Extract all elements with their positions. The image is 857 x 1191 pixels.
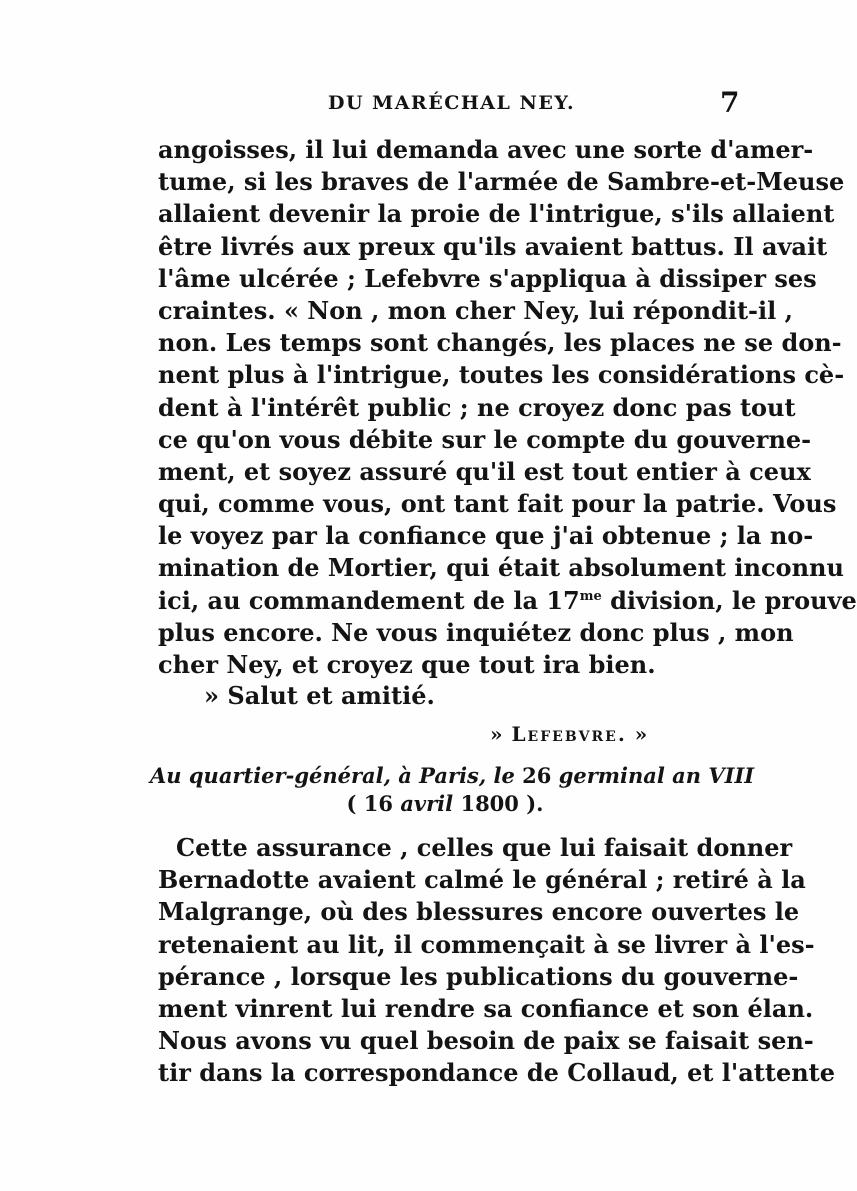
text-line: dent à l'intérêt public ; ne croyez donc pas tout xyxy=(158,392,796,422)
text-line: craintes. « Non , mon cher Ney, lui répondit-il , xyxy=(158,295,793,325)
text-line-division xyxy=(158,585,857,617)
text-line: ment vinrent lui rendre sa confiance et son élan. xyxy=(158,993,814,1023)
dateline-day: 26 xyxy=(522,763,552,788)
text-segment: division, le prouve xyxy=(601,585,857,615)
text-line: mination de Mortier, qui était absolument inconnu xyxy=(158,553,844,583)
letter-closing: » Salut et amitié. xyxy=(204,681,435,710)
text-line: allaient devenir la proie de l'intrigue, s'ils allaient xyxy=(158,199,835,229)
gregorian-day: 16 xyxy=(363,791,393,816)
text-line: cher Ney, et croyez que tout ira bien. xyxy=(158,650,656,679)
letter-signature xyxy=(490,718,648,750)
text-line: nent plus à l'intrigue, toutes les considérations cè- xyxy=(158,360,845,390)
dateline-line-2 xyxy=(150,790,740,818)
text-line: retenaient au lit, il commençait à se livrer à l'es- xyxy=(158,929,815,959)
dateline-month-year: germinal an VIII xyxy=(558,763,755,788)
text-line: tir dans la correspondance de Collaud, et l'attente xyxy=(158,1058,836,1088)
running-title: DU MARÉCHAL NEY. xyxy=(328,92,576,114)
gregorian-month: avril xyxy=(400,791,454,816)
signatory-name: Lefebvre. xyxy=(511,722,627,746)
text-line: tume, si les braves de l'armée de Sambre-et-Meuse xyxy=(158,167,845,197)
dateline-line-1 xyxy=(150,762,755,790)
text-line: ment, et soyez assuré qu'il est tout entier à ceux xyxy=(158,456,811,486)
text-line: non. Les temps sont changés, les places ne se don- xyxy=(158,328,842,358)
text-line: Bernadotte avaient calmé le général ; retiré à la xyxy=(158,865,806,895)
text-line: l'âme ulcérée ; Lefebvre s'appliqua à dissiper ses xyxy=(158,263,817,293)
gregorian-year: 1800 xyxy=(460,791,519,816)
text-line: Cette assurance , celles que lui faisait donner xyxy=(176,833,793,862)
page-number: 7 xyxy=(720,86,740,119)
running-head xyxy=(0,88,840,122)
text-line: angoisses, il lui demanda avec une sorte d'amer- xyxy=(158,135,814,164)
letter-dateline xyxy=(150,762,755,818)
text-line: pérance , lorsque les publications du gouverne- xyxy=(158,961,799,991)
text-line: être livrés aux preux qu'ils avaient battus. Il avait xyxy=(158,231,828,261)
text-line: ce qu'on vous débite sur le compte du gouverne- xyxy=(158,424,812,454)
text-line: plus encore. Ne vous inquiétez donc plus , mon xyxy=(158,617,794,647)
text-line: Nous avons vu quel besoin de paix se faisait sen- xyxy=(158,1026,814,1056)
text-segment: ici, au commandement de la 17 xyxy=(158,585,580,615)
paragraph-narrative xyxy=(158,832,836,1090)
paren-open: ( xyxy=(346,791,357,816)
paragraph-letter-body xyxy=(158,134,857,681)
paren-close: ). xyxy=(526,791,544,816)
text-line: le voyez par la confiance que j'ai obtenue ; la no- xyxy=(158,521,814,551)
text-line: Malgrange, où des blessures encore ouvertes le xyxy=(158,897,800,927)
close-quote: » xyxy=(634,722,649,746)
open-quote: » xyxy=(490,722,504,746)
text-line: qui, comme vous, ont tant fait pour la patrie. Vous xyxy=(158,489,837,519)
dateline-place: Au quartier-général, à Paris, le xyxy=(150,763,515,788)
superscript: me xyxy=(579,588,602,604)
